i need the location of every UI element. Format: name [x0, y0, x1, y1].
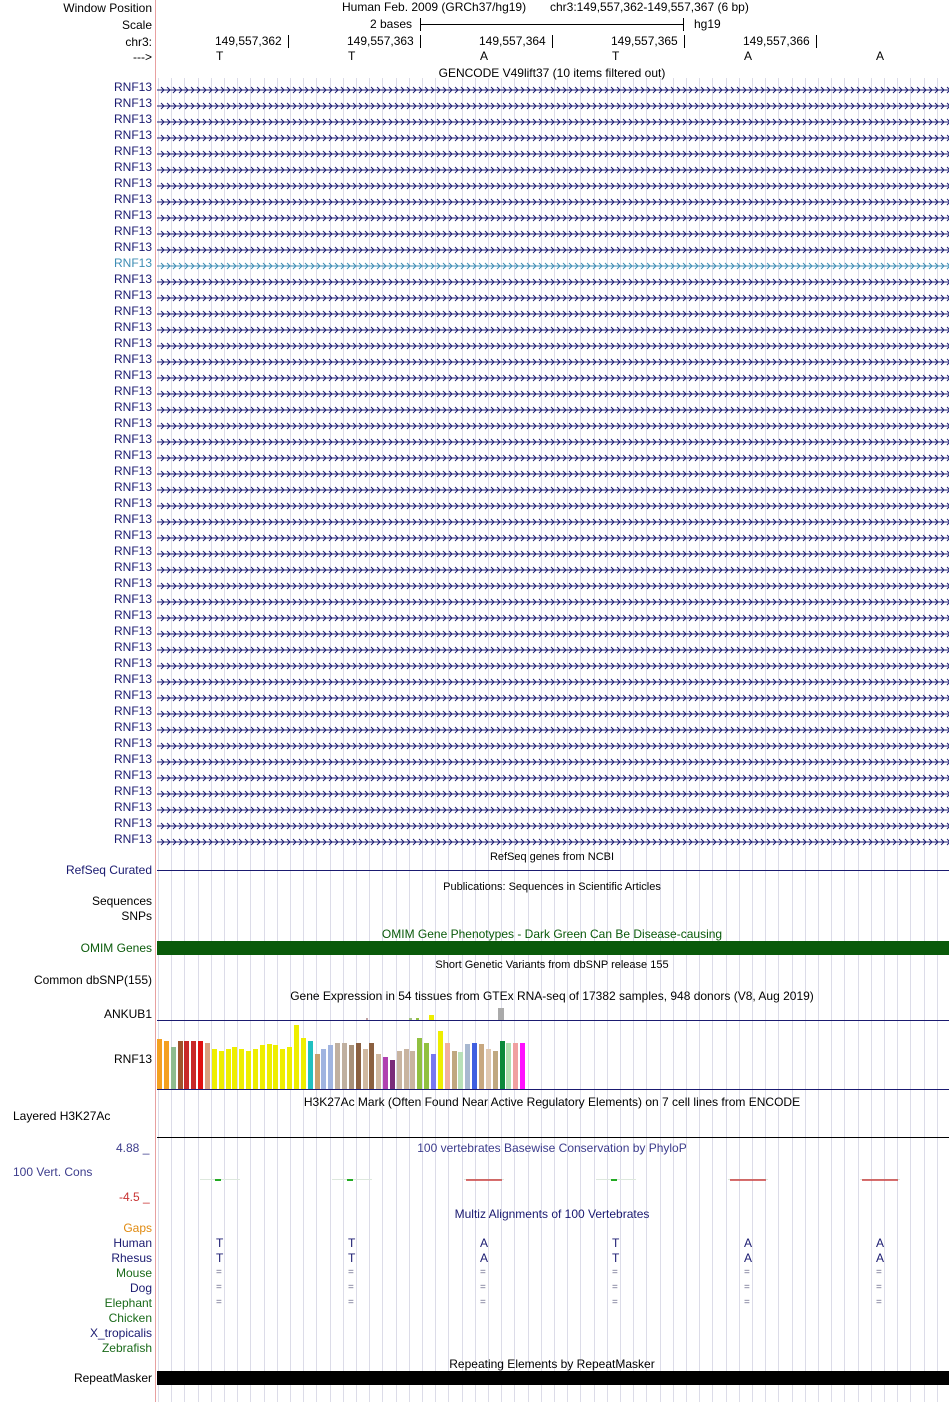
gencode-transcript-feature[interactable]: [157, 179, 949, 187]
phylop-max-value: 4.88 _: [116, 1141, 150, 1155]
window-position-label: Window Position: [63, 1, 152, 15]
gencode-transcript-feature[interactable]: [157, 435, 949, 443]
gencode-transcript-label[interactable]: RNF13: [113, 496, 152, 510]
gencode-transcript-label[interactable]: RNF13: [113, 528, 152, 542]
gencode-transcript-feature[interactable]: [157, 291, 949, 299]
gencode-transcript-feature[interactable]: [157, 563, 949, 571]
gencode-transcript-feature[interactable]: [157, 163, 949, 171]
multiz-track-title: Multiz Alignments of 100 Vertebrates: [454, 1207, 650, 1221]
gtex-tissue-bar[interactable]: [397, 1051, 402, 1089]
gencode-transcript-label[interactable]: RNF13: [113, 272, 152, 286]
gtex-ankub1-bar[interactable]: [498, 1008, 504, 1020]
scale-bar: [420, 17, 684, 31]
gtex-tissue-bar[interactable]: [315, 1054, 320, 1089]
gtex-tissue-bar[interactable]: [287, 1047, 292, 1089]
multiz-species-label[interactable]: Human: [113, 1236, 152, 1250]
gencode-transcript-feature[interactable]: [157, 643, 949, 651]
gene-strand-arrows: [157, 422, 949, 430]
gencode-transcript-feature[interactable]: [157, 707, 949, 715]
gencode-transcript-feature[interactable]: [157, 787, 949, 795]
gencode-transcript-label[interactable]: RNF13: [113, 208, 152, 222]
gencode-transcript-feature[interactable]: [157, 227, 949, 235]
gtex-tissue-bar[interactable]: [246, 1051, 251, 1089]
gtex-tissue-bar[interactable]: [479, 1044, 484, 1089]
gencode-transcript-feature[interactable]: [157, 755, 949, 763]
publications-track-title: Publications: Sequences in Scientific Articles: [443, 881, 661, 893]
gene-strand-arrows: [157, 278, 949, 286]
gtex-tissue-bar[interactable]: [273, 1045, 278, 1089]
gencode-transcript-feature[interactable]: [157, 483, 949, 491]
gencode-transcript-label[interactable]: RNF13: [113, 304, 152, 318]
assembly-name: Human Feb. 2009 (GRCh37/hg19): [342, 0, 527, 14]
multiz-base: T: [216, 1251, 224, 1265]
multiz-base: =: [216, 1297, 222, 1308]
gencode-transcript-label[interactable]: RNF13: [113, 752, 152, 766]
gtex-tissue-bar[interactable]: [280, 1049, 285, 1089]
chr-label: chr3:: [125, 35, 152, 49]
gene-strand-arrows: [157, 806, 949, 814]
phylop-min-value: -4.5 _: [119, 1190, 150, 1204]
gtex-tissue-bar[interactable]: [335, 1043, 340, 1089]
phylop-track-label[interactable]: 100 Vert. Cons: [13, 1165, 93, 1179]
gencode-transcript-feature[interactable]: [157, 371, 949, 379]
gencode-transcript-feature[interactable]: [157, 419, 949, 427]
gene-strand-arrows: [157, 182, 949, 190]
phylop-negative-score[interactable]: [862, 1179, 898, 1181]
multiz-base: T: [216, 1236, 224, 1250]
gencode-transcript-feature[interactable]: [157, 819, 949, 827]
scale-text: 2 bases: [370, 17, 413, 31]
gencode-transcript-feature[interactable]: [157, 147, 949, 155]
gtex-tissue-bar[interactable]: [232, 1047, 237, 1089]
gtex-tissue-bar[interactable]: [171, 1047, 176, 1089]
gencode-transcript-label[interactable]: RNF13: [113, 112, 152, 126]
gencode-transcript-label[interactable]: RNF13: [113, 816, 152, 830]
base-letter: A: [876, 49, 885, 63]
multiz-base: =: [480, 1282, 486, 1293]
gencode-transcript-label[interactable]: RNF13: [113, 368, 152, 382]
gene-strand-arrows: [157, 726, 949, 734]
gencode-transcript-feature[interactable]: [157, 531, 949, 539]
dbsnp-track-title: Short Genetic Variants from dbSNP release 155: [435, 959, 669, 971]
gene-strand-arrows: [157, 214, 949, 222]
gene-strand-arrows: [157, 438, 949, 446]
gencode-transcript-label[interactable]: RNF13: [113, 640, 152, 654]
dbsnp-track-label[interactable]: Common dbSNP(155): [33, 973, 152, 987]
gene-strand-arrows: [157, 646, 949, 654]
gtex-tissue-bar[interactable]: [452, 1051, 457, 1089]
gencode-transcript-feature[interactable]: [157, 243, 949, 251]
multiz-base: =: [744, 1267, 750, 1278]
gtex-tissue-bar[interactable]: [328, 1045, 333, 1089]
gene-strand-arrows: [157, 678, 949, 686]
gene-strand-arrows: [157, 86, 949, 94]
multiz-base: =: [612, 1282, 618, 1293]
gene-strand-arrows: [157, 342, 949, 350]
gtex-tissue-bar[interactable]: [458, 1052, 463, 1089]
gene-strand-arrows: [157, 262, 949, 270]
gencode-transcript-label[interactable]: RNF13: [113, 592, 152, 606]
multiz-base: A: [480, 1251, 489, 1265]
label-track-separator: [155, 0, 156, 1402]
multiz-base: A: [876, 1236, 885, 1250]
phylop-positive-score[interactable]: [347, 1179, 353, 1181]
gencode-transcript-label[interactable]: RNF13: [113, 784, 152, 798]
gene-strand-arrows: [157, 390, 949, 398]
gencode-transcript-feature[interactable]: [157, 499, 949, 507]
h3k27ac-baseline: [157, 1137, 949, 1138]
gtex-rnf13-baseline: [157, 1089, 949, 1090]
scale-label: Scale: [121, 18, 152, 32]
gtex-tissue-bar[interactable]: [404, 1049, 409, 1089]
gencode-transcript-feature[interactable]: [157, 659, 949, 667]
gencode-transcript-label[interactable]: RNF13: [113, 320, 152, 334]
gtex-tissue-bar[interactable]: [438, 1031, 443, 1089]
refseq-gene-line[interactable]: [157, 870, 949, 871]
gtex-track-title: Gene Expression in 54 tissues from GTEx RNA-seq of 17382 samples, 948 donors (V8, Aug 2019): [290, 989, 814, 1003]
gtex-tissue-bar[interactable]: [308, 1041, 313, 1089]
gtex-tissue-bar[interactable]: [253, 1049, 258, 1089]
gtex-tissue-bar[interactable]: [178, 1041, 183, 1089]
gencode-transcript-label[interactable]: RNF13: [113, 448, 152, 462]
gencode-transcript-feature[interactable]: [157, 131, 949, 139]
multiz-base: =: [612, 1267, 618, 1278]
position-range[interactable]: chr3:149,557,362-149,557,367 (6 bp): [550, 0, 749, 14]
multiz-gaps-label: Gaps: [123, 1221, 152, 1235]
gtex-tissue-bar[interactable]: [520, 1043, 525, 1089]
publications-sequences-label[interactable]: Sequences: [91, 894, 152, 908]
scale-db: hg19: [694, 17, 721, 31]
gene-strand-arrows: [157, 374, 949, 382]
gtex-tissue-bar[interactable]: [431, 1054, 436, 1089]
multiz-species-label[interactable]: Dog: [129, 1281, 152, 1295]
gencode-transcript-label[interactable]: RNF13: [113, 128, 152, 142]
gene-strand-arrows: [157, 534, 949, 542]
gene-strand-arrows: [157, 566, 949, 574]
multiz-base: =: [348, 1267, 354, 1278]
gene-strand-arrows: [157, 294, 949, 302]
gene-strand-arrows: [157, 630, 949, 638]
multiz-species-label[interactable]: Chicken: [108, 1311, 152, 1325]
gene-strand-arrows: [157, 246, 949, 254]
gtex-tissue-bar[interactable]: [219, 1051, 224, 1089]
gene-strand-arrows: [157, 118, 949, 126]
gtex-tissue-bar[interactable]: [321, 1049, 326, 1089]
gene-strand-arrows: [157, 838, 949, 846]
gencode-transcript-label[interactable]: RNF13: [113, 560, 152, 574]
gencode-transcript-label[interactable]: RNF13: [113, 352, 152, 366]
multiz-base: =: [876, 1267, 882, 1278]
base-letter: A: [744, 49, 753, 63]
gencode-transcript-feature[interactable]: [157, 723, 949, 731]
gtex-tissue-bar[interactable]: [410, 1051, 415, 1089]
gene-strand-arrows: [157, 470, 949, 478]
gtex-gene-rnf13-label[interactable]: RNF13: [113, 1052, 152, 1066]
omim-track-title: OMIM Gene Phenotypes - Dark Green Can Be Disease-causing: [381, 927, 723, 941]
gencode-transcript-feature[interactable]: [157, 467, 949, 475]
gencode-transcript-feature[interactable]: [157, 323, 949, 331]
gtex-tissue-bar[interactable]: [212, 1049, 217, 1089]
gene-strand-arrows: [157, 198, 949, 206]
ruler-tick: [420, 35, 421, 48]
multiz-base: =: [348, 1297, 354, 1308]
gene-strand-arrows: [157, 406, 949, 414]
gtex-gene-ankub1-label[interactable]: ANKUB1: [103, 1007, 152, 1021]
refseq-track-title: RefSeq genes from NCBI: [489, 851, 615, 863]
gencode-transcript-feature[interactable]: [157, 387, 949, 395]
gene-strand-arrows: [157, 614, 949, 622]
multiz-base: =: [744, 1297, 750, 1308]
gtex-tissue-bar[interactable]: [164, 1041, 169, 1089]
multiz-base: =: [744, 1282, 750, 1293]
phylop-negative-score[interactable]: [466, 1179, 502, 1181]
multiz-base: T: [612, 1236, 620, 1250]
gtex-tissue-bar[interactable]: [198, 1041, 203, 1089]
multiz-base: =: [480, 1267, 486, 1278]
base-letter: A: [480, 49, 489, 63]
gencode-transcript-label[interactable]: RNF13: [113, 144, 152, 158]
phylop-negative-score[interactable]: [730, 1179, 766, 1181]
gencode-transcript-feature[interactable]: [157, 835, 949, 843]
repeatmasker-element-bar[interactable]: [157, 1371, 949, 1385]
ruler-tick: [288, 35, 289, 48]
gtex-tissue-bar[interactable]: [205, 1043, 210, 1089]
gene-strand-arrows: [157, 598, 949, 606]
gene-strand-arrows: [157, 310, 949, 318]
gene-strand-arrows: [157, 582, 949, 590]
gencode-transcript-feature[interactable]: [157, 403, 949, 411]
refseq-track-label[interactable]: RefSeq Curated: [65, 863, 152, 877]
omim-phenotype-bar[interactable]: [157, 941, 949, 955]
gencode-transcript-feature[interactable]: [157, 595, 949, 603]
gencode-transcript-feature[interactable]: [157, 275, 949, 283]
gene-strand-arrows: [157, 822, 949, 830]
gencode-transcript-feature[interactable]: [157, 691, 949, 699]
gtex-tissue-bar[interactable]: [376, 1054, 381, 1089]
gtex-tissue-bar[interactable]: [267, 1044, 272, 1089]
gencode-transcript-label[interactable]: RNF13: [113, 672, 152, 686]
gencode-track-title: GENCODE V49lift37 (10 items filtered out): [438, 66, 666, 80]
gene-strand-arrows: [157, 694, 949, 702]
multiz-base: =: [216, 1267, 222, 1278]
multiz-base: T: [612, 1251, 620, 1265]
gencode-transcript-label[interactable]: RNF13: [113, 400, 152, 414]
gencode-transcript-label[interactable]: RNF13: [113, 832, 152, 846]
ruler-position-label: 149,557,364: [479, 34, 546, 48]
gencode-transcript-label[interactable]: RNF13: [113, 240, 152, 254]
gencode-transcript-feature[interactable]: [157, 83, 949, 91]
gencode-transcript-label[interactable]: RNF13: [113, 688, 152, 702]
gencode-transcript-label[interactable]: RNF13: [113, 464, 152, 478]
gtex-tissue-bar[interactable]: [342, 1043, 347, 1089]
gencode-transcript-feature[interactable]: [157, 115, 949, 123]
gene-strand-arrows: [157, 518, 949, 526]
gene-strand-arrows: [157, 454, 949, 462]
gencode-transcript-feature[interactable]: [157, 579, 949, 587]
gene-strand-arrows: [157, 326, 949, 334]
gencode-transcript-feature[interactable]: [157, 99, 949, 107]
gtex-tissue-bar[interactable]: [301, 1038, 306, 1089]
multiz-species-label[interactable]: X_tropicalis: [89, 1326, 152, 1340]
gencode-transcript-label[interactable]: RNF13: [113, 288, 152, 302]
base-letter: T: [612, 49, 620, 63]
gencode-transcript-feature[interactable]: [157, 355, 949, 363]
publications-snps-label[interactable]: SNPs: [121, 909, 152, 923]
multiz-base: =: [348, 1282, 354, 1293]
gtex-tissue-bar[interactable]: [349, 1045, 354, 1089]
gencode-transcript-label[interactable]: RNF13: [113, 192, 152, 206]
gtex-tissue-bar[interactable]: [472, 1043, 477, 1089]
gene-strand-arrows: [157, 662, 949, 670]
phylop-track-title: 100 vertebrates Basewise Conservation by PhyloP: [417, 1141, 687, 1155]
gtex-tissue-bar[interactable]: [369, 1043, 374, 1089]
gencode-transcript-label[interactable]: RNF13: [113, 656, 152, 670]
repeatmasker-track-title: Repeating Elements by RepeatMasker: [449, 1357, 655, 1371]
strand-label: --->: [133, 50, 152, 64]
multiz-base: T: [348, 1251, 356, 1265]
h3k27ac-track-title: H3K27Ac Mark (Often Found Near Active Regulatory Elements) on 7 cell lines from ENCODE: [303, 1095, 801, 1109]
gene-strand-arrows: [157, 358, 949, 366]
gencode-transcript-label[interactable]: RNF13: [113, 480, 152, 494]
gene-strand-arrows: [157, 758, 949, 766]
gene-strand-arrows: [157, 102, 949, 110]
gtex-tissue-bar[interactable]: [486, 1049, 491, 1089]
gencode-transcript-label[interactable]: RNF13: [113, 336, 152, 350]
h3k27ac-track-label[interactable]: Layered H3K27Ac: [13, 1109, 111, 1123]
gencode-transcript-feature[interactable]: [157, 259, 949, 267]
gene-strand-arrows: [157, 230, 949, 238]
multiz-base: T: [348, 1236, 356, 1250]
gene-strand-arrows: [157, 550, 949, 558]
gene-strand-arrows: [157, 486, 949, 494]
gencode-transcript-feature[interactable]: [157, 739, 949, 747]
multiz-base: =: [216, 1282, 222, 1293]
gtex-tissue-bar[interactable]: [226, 1049, 231, 1089]
gtex-tissue-bar[interactable]: [363, 1049, 368, 1089]
ruler-position-label: 149,557,362: [215, 34, 282, 48]
gene-strand-arrows: [157, 150, 949, 158]
gene-strand-arrows: [157, 134, 949, 142]
base-letter: T: [216, 49, 224, 63]
gencode-transcript-label[interactable]: RNF13: [113, 176, 152, 190]
gtex-tissue-bar[interactable]: [294, 1025, 299, 1089]
gencode-transcript-label[interactable]: RNF13: [113, 512, 152, 526]
gencode-transcript-label[interactable]: RNF13: [113, 576, 152, 590]
gencode-transcript-label[interactable]: RNF13: [113, 736, 152, 750]
gencode-transcript-label[interactable]: RNF13: [113, 224, 152, 238]
gtex-tissue-bar[interactable]: [506, 1043, 511, 1089]
gtex-ankub1-baseline: [157, 1020, 949, 1021]
gencode-transcript-label[interactable]: RNF13: [113, 544, 152, 558]
gencode-transcript-label[interactable]: RNF13: [113, 800, 152, 814]
gene-strand-arrows: [157, 790, 949, 798]
phylop-positive-score[interactable]: [611, 1179, 617, 1181]
gtex-tissue-bar[interactable]: [239, 1049, 244, 1089]
gencode-transcript-label[interactable]: RNF13: [113, 768, 152, 782]
gencode-transcript-feature[interactable]: [157, 515, 949, 523]
gtex-tissue-bar[interactable]: [424, 1043, 429, 1089]
base-letter: T: [348, 49, 356, 63]
gtex-tissue-bar[interactable]: [356, 1043, 361, 1089]
gtex-tissue-bar[interactable]: [445, 1043, 450, 1089]
multiz-base: A: [876, 1251, 885, 1265]
gencode-transcript-feature[interactable]: [157, 451, 949, 459]
multiz-species-label[interactable]: Mouse: [115, 1266, 152, 1280]
gtex-tissue-bar[interactable]: [191, 1041, 196, 1089]
gencode-transcript-feature[interactable]: [157, 771, 949, 779]
gencode-transcript-label[interactable]: RNF13: [113, 80, 152, 94]
multiz-base: A: [744, 1251, 753, 1265]
gencode-transcript-feature[interactable]: [157, 611, 949, 619]
gencode-transcript-feature[interactable]: [157, 307, 949, 315]
gtex-tissue-bar[interactable]: [500, 1041, 505, 1089]
multiz-base: A: [480, 1236, 489, 1250]
gencode-transcript-feature[interactable]: [157, 211, 949, 219]
gencode-transcript-feature[interactable]: [157, 339, 949, 347]
gtex-tissue-bar[interactable]: [493, 1051, 498, 1089]
omim-track-label[interactable]: OMIM Genes: [80, 941, 152, 955]
gtex-tissue-bar[interactable]: [390, 1060, 395, 1089]
phylop-positive-score[interactable]: [215, 1179, 221, 1181]
gencode-transcript-feature[interactable]: [157, 627, 949, 635]
multiz-species-label[interactable]: Zebrafish: [101, 1341, 152, 1355]
gene-strand-arrows: [157, 166, 949, 174]
gtex-tissue-bar[interactable]: [383, 1057, 388, 1089]
gtex-tissue-bar[interactable]: [465, 1044, 470, 1089]
gene-strand-arrows: [157, 710, 949, 718]
multiz-base: =: [612, 1297, 618, 1308]
gencode-transcript-label[interactable]: RNF13: [113, 624, 152, 638]
ruler-position-label: 149,557,366: [743, 34, 810, 48]
ruler-position-label: 149,557,363: [347, 34, 414, 48]
repeatmasker-track-label[interactable]: RepeatMasker: [73, 1371, 152, 1385]
gene-strand-arrows: [157, 742, 949, 750]
multiz-base: A: [744, 1236, 753, 1250]
gencode-transcript-feature[interactable]: [157, 675, 949, 683]
ruler-tick: [552, 35, 553, 48]
gene-strand-arrows: [157, 774, 949, 782]
gencode-transcript-label[interactable]: RNF13: [113, 720, 152, 734]
gencode-transcript-label[interactable]: RNF13: [113, 160, 152, 174]
gencode-transcript-label[interactable]: RNF13: [113, 432, 152, 446]
gtex-tissue-bar[interactable]: [260, 1045, 265, 1089]
multiz-base: =: [876, 1282, 882, 1293]
multiz-species-label[interactable]: Elephant: [104, 1296, 152, 1310]
ruler-position-label: 149,557,365: [611, 34, 678, 48]
ruler-tick: [816, 35, 817, 48]
gencode-transcript-feature[interactable]: [157, 803, 949, 811]
multiz-base: =: [480, 1297, 486, 1308]
gtex-tissue-bar[interactable]: [157, 1039, 162, 1089]
gencode-transcript-label[interactable]: RNF13: [113, 608, 152, 622]
gencode-transcript-label[interactable]: RNF13: [113, 96, 152, 110]
gencode-transcript-label[interactable]: RNF13: [113, 416, 152, 430]
multiz-species-label[interactable]: Rhesus: [111, 1251, 152, 1265]
gtex-tissue-bar[interactable]: [513, 1043, 518, 1089]
gencode-transcript-label[interactable]: RNF13: [113, 256, 152, 270]
gtex-tissue-bar[interactable]: [184, 1041, 189, 1089]
gtex-tissue-bar[interactable]: [417, 1038, 422, 1089]
multiz-base: =: [876, 1297, 882, 1308]
gencode-transcript-label[interactable]: RNF13: [113, 384, 152, 398]
gencode-transcript-feature[interactable]: [157, 195, 949, 203]
gene-strand-arrows: [157, 502, 949, 510]
gencode-transcript-feature[interactable]: [157, 547, 949, 555]
ruler-tick: [684, 35, 685, 48]
gencode-transcript-label[interactable]: RNF13: [113, 704, 152, 718]
